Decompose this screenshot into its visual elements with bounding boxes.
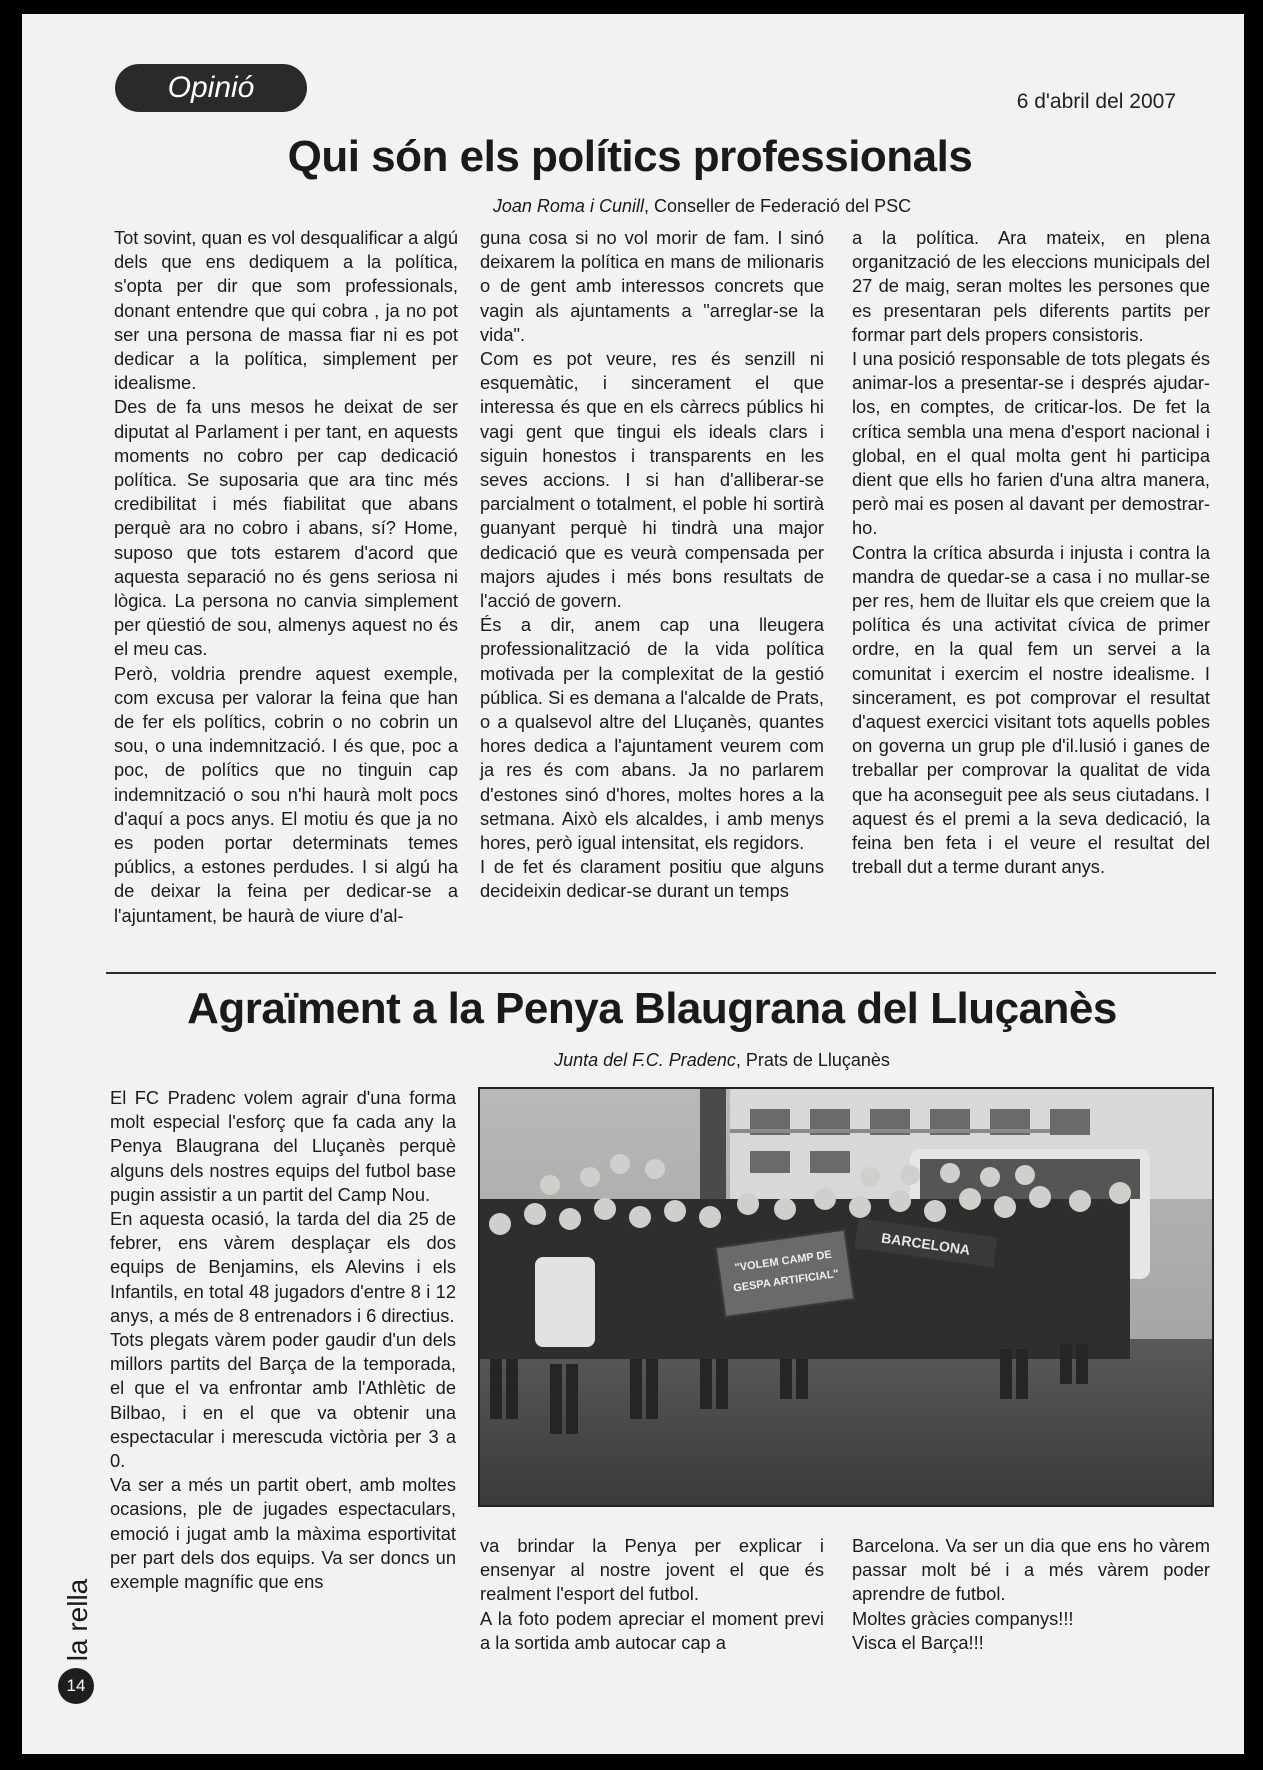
- issue-date: 6 d'abril del 2007: [1016, 90, 1176, 113]
- team-photo: [478, 1087, 1214, 1507]
- section-badge: Opinió: [115, 64, 307, 112]
- paragraph: Tots plegats vàrem poder gaudir d'un dels millors partits del Barça de la temporada, el que el va enfrontar amb l'Athlètic de Bilbao, i en el que va obtenir una espectacular i merescuda victòria per 3 a 0.: [110, 1329, 456, 1472]
- paragraph: Però, voldria prendre aquest exemple, com excusa per valorar la feina que han de fer els polítics, cobrin o no cobrin un sou, o una indemnització. I és que, poc a poc, de polítics que no tinguin cap indemnització o sou n'hi haurà molt pocs d'aquí a pocs anys. El motiu és que ja no es poden portar determinats temes públics, a estones perdudes. I si algú ha de deixar la feina per dedicar-se a l'ajuntament, be haurà de viure d'al-: [114, 662, 458, 926]
- article-2-column-2: [480, 1534, 824, 1655]
- section-divider: [106, 972, 1216, 974]
- paragraph: Visca el Barça!!!: [852, 1631, 984, 1653]
- paragraph: Va ser a més un partit obert, amb moltes ocasions, ple de jugades espectaculars, emoció i jugat amb la màxima esportivitat per part dels dos equips. Va ser doncs un exemple magnífic que ens: [110, 1474, 456, 1593]
- paragraph: Des de fa uns mesos he deixat de ser diputat al Parlament i per tant, en aquests moments no cobro per cap dedicació política. Se suposaria que ara tinc més credibilitat i més fiabilitat que abans perquè ara no cobro i abans, sí? Home, suposo que tots estarem d'acord que aquesta separació no és gens seriosa ni lògica. La persona no canvia simplement per qüestió de sou, almenys aquest no és el meu cas.: [114, 396, 458, 660]
- magazine-page: [22, 14, 1244, 1754]
- article-2-author: Junta del F.C. Pradenc: [554, 1050, 736, 1070]
- tree-trunk: [700, 1089, 726, 1199]
- article-1-column-3: [852, 226, 1210, 879]
- article-2-column-3: [852, 1534, 1210, 1655]
- article-1-column-1: [114, 226, 458, 928]
- paragraph: Barcelona. Va ser un dia que ens ho vàrem passar molt bé i a més vàrem poder aprendre de futbol.: [852, 1535, 1210, 1605]
- paragraph: Com es pot veure, res és senzill ni esquemàtic, i sincerament el que interessa és que en els càrrecs públics hi vagi gent que tingui els ideals clars i siguin honestos i transparents en les seves accions. I si han d'alliberar-se parcialment o totalment, el poble hi sortirà guanyant perquè hi tindrà una major dedicació que es veurà compensada per majors ajudes i més bons resultats de l'acció de govern.: [480, 348, 824, 612]
- flag-text: BARCELONA: [880, 1229, 972, 1258]
- paragraph: va brindar la Penya per explicar i ensenyar al nostre jovent el que és realment l'esport del futbol.: [480, 1535, 824, 1605]
- article-1-column-2: [480, 226, 824, 904]
- article-2-author-location: , Prats de Lluçanès: [735, 1050, 890, 1070]
- paragraph: És a dir, anem cap una lleugera professionalització de la vida política motivada per la complexitat de la gestió pública. Si es demana a l'alcalde de Prats, o a qualsevol altre del Lluçanès, quantes hores dedica a l'ajuntament veurem com ja res és com abans. Ja no parlarem d'estones sinó d'hores, moltes hores a la setmana. Això els alcaldes, i amb menys hores, però igual intensitat, els regidors.: [480, 614, 824, 854]
- banner-line-1: "VOLEM CAMP DE: [733, 1248, 833, 1275]
- magazine-name-text: la rella: [62, 1578, 93, 1662]
- magazine-name: [58, 1574, 98, 1664]
- paragraph: Tot sovint, quan es vol desqualificar a algú dels que ens dediquem a la política, s'opta per dir que som professionals, donant entendre que qui cobra , ja no pot ser una persona de massa fiar ni es pot dedicar a la política, simplement per idealisme.: [114, 227, 458, 394]
- paragraph: I una posició responsable de tots plegats és animar-los a presentar-se i després ajudar-los, en comptes, de criticar-los. De fet la crítica sembla una mena d'esport nacional i global, en el qual molta gent hi participa dient que ells ho farien d'una altra manera, però mai es posen al davant per demostrar-ho.: [852, 348, 1210, 539]
- paragraph: Contra la crítica absurda i injusta i contra la mandra de quedar-se a casa i no mullar-se per res, hem de lluitar els que creiem que la política és una activitat cívica de primer ordre, en la qual fem un servei a la comunitat i exercim el nostre idealisme. I sincerament, es pot comprovar el resultat d'aquest exercici visitant tots aquells pobles on governa un grup ple d'il.lusió i ganes de treballar per comprovar la qualitat de vida que ha aconseguit pee als seus ciutadans. I aquest és el premi a la seva dedicació, la feina ben feta i el veure el resultat del treball dut a terme durant anys.: [852, 541, 1210, 878]
- article-1-title: Qui són els polítics professionals: [287, 132, 973, 181]
- team-photo-illustration: [480, 1089, 1212, 1505]
- paragraph: guna cosa si no vol morir de fam. I sinó deixarem la política en mans de milionaris o de gent amb interessos concrets que vagin als ajuntaments a "arreglar-se la vida".: [480, 227, 824, 345]
- article-1-byline: [322, 196, 1082, 217]
- banner-line-2: GESPA ARTIFICIAL": [732, 1267, 840, 1295]
- page-number: 14: [58, 1668, 94, 1704]
- paragraph: A la foto podem apreciar el moment previ a la sortida amb autocar cap a: [480, 1607, 824, 1653]
- article-2-title: Agraïment a la Penya Blaugrana del Lluçanès: [187, 984, 1117, 1033]
- article-1-author-role: , Conseller de Federació del PSC: [643, 196, 912, 216]
- paragraph: El FC Pradenc volem agrair d'una forma molt especial l'esforç que fa cada any la Penya Blaugrana del Lluçanès perquè alguns dels nostres equips del futbol base pugin assistir a un partit del Camp Nou.: [110, 1087, 456, 1205]
- paragraph: En aquesta ocasió, la tarda del dia 25 de febrer, ens vàrem desplaçar els dos equips de Benjamins, els Alevins i els Infantils, en total 48 jugadors d'entre 8 i 12 anys, a més de 8 entrenadors i 6 directius.: [110, 1208, 456, 1326]
- paragraph: I de fet és clarament positiu que alguns decideixin dedicar-se durant un temps: [480, 856, 824, 902]
- article-2-column-1: [110, 1086, 456, 1594]
- article-1-author: Joan Roma i Cunill: [492, 196, 644, 216]
- article-2-byline: [442, 1050, 1002, 1071]
- paragraph: a la política. Ara mateix, en plena organització de les eleccions municipals del 27 de maig, seran moltes les persones que es presentaran pels diferents partits per formar part dels propers consistoris.: [852, 227, 1210, 345]
- paragraph: Moltes gràcies companys!!!: [852, 1607, 1074, 1629]
